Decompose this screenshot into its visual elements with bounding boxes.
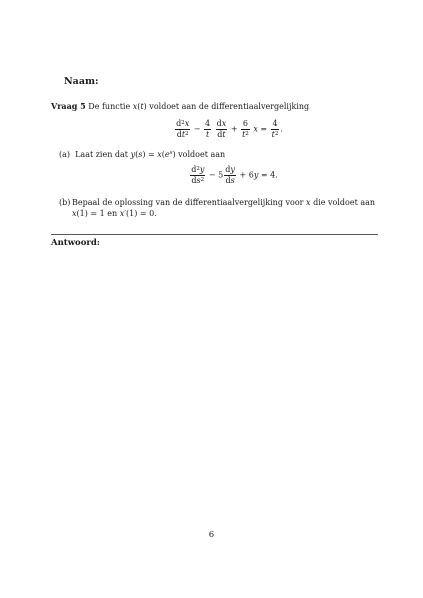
divider-line bbox=[51, 234, 378, 235]
part-a-text bbox=[59, 149, 225, 160]
name-label: Naam: bbox=[64, 76, 99, 87]
answer-label: Antwoord: bbox=[51, 238, 100, 248]
part-a-equation: $\frac{d^2y}{ds^2}$ − 5 $\frac{dy}{ds}$ + 6y = 4. bbox=[191, 165, 278, 185]
part-a-label: (a) bbox=[59, 150, 71, 159]
question-intro-text: De functie x(t) voldoet aan de differentiaalvergelijking bbox=[88, 102, 310, 111]
question-label: Vraag 5 bbox=[51, 101, 86, 111]
main-equation: $\frac{d^2x}{dt^2}$ − $\frac{4}{t}$ $\frac{dx}{dt}$ + $\frac{6}{t^2}$ x = $\frac{4}{t^2}$ . bbox=[176, 119, 283, 139]
part-b-text bbox=[59, 197, 381, 219]
part-a-body: Laat zien dat $y(s) = x(e^s)$ voldoet aan bbox=[72, 150, 226, 159]
question-intro bbox=[51, 101, 309, 112]
part-b-body: Bepaal de oplossing van de differentiaalvergelijking voor x die voldoet aan x(1) = 1 en x′(1) = 0. bbox=[72, 198, 376, 218]
page-number: 6 bbox=[208, 530, 215, 540]
part-b-label: (b) bbox=[59, 198, 71, 207]
